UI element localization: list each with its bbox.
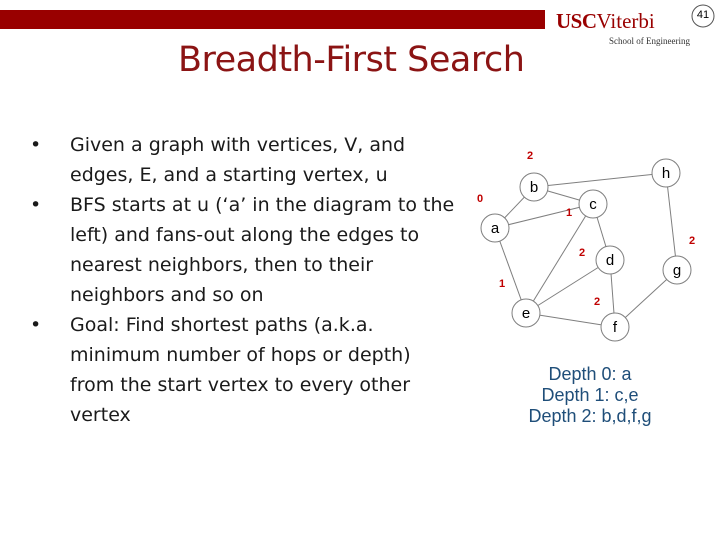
graph-node-label-g: g (672, 262, 682, 279)
depth-summary (500, 364, 680, 427)
graph-edge-h-g (666, 173, 677, 270)
graph-depth-label-d: 2 (578, 247, 586, 259)
graph-depth-label-b: 2 (526, 150, 534, 162)
graph-depth-label-e: 1 (498, 278, 506, 290)
depth-line-0: Depth 0: a (548, 364, 632, 384)
bullet-item (30, 310, 460, 430)
bullet-glyph: • (30, 194, 42, 216)
graph-node-label-d: d (605, 252, 615, 269)
header-bar (0, 10, 545, 29)
depth-line-2: Depth 2: b,d,f,g (528, 406, 652, 426)
slide-title: Breadth-First Search (178, 40, 525, 80)
bfs-graph-diagram (460, 140, 720, 350)
graph-edge-a-c (495, 204, 593, 228)
graph-depth-label-f: 2 (593, 296, 601, 308)
bullet-text: Given a graph with vertices, V, and edges, E, and a starting vertex, u (70, 134, 406, 186)
slide-number: 41 (696, 9, 710, 21)
graph-edge-b-h (534, 173, 666, 187)
logo-usc-text: USC (556, 9, 597, 33)
logo-viterbi-text: Viterbi (596, 9, 655, 33)
usc-viterbi-logo (556, 8, 690, 50)
graph-depth-label-g: 2 (688, 235, 696, 247)
bullet-item (30, 190, 460, 310)
graph-node-label-h: h (661, 165, 671, 182)
graph-depth-label-c: 1 (565, 207, 573, 219)
bullet-item (30, 130, 460, 190)
bullet-text: BFS starts at u (‘a’ in the diagram to the left) and fans-out along the edges to nearest neighbors, then to their neighbors and so on (70, 194, 455, 306)
graph-node-label-c: c (589, 196, 597, 213)
bullet-text: Goal: Find shortest paths (a.k.a. minimum number of hops or depth) from the start vertex to every other vertex (70, 314, 411, 426)
graph-node-label-f: f (612, 319, 618, 336)
depth-line-1: Depth 1: c,e (541, 385, 639, 405)
bullet-list (30, 130, 460, 430)
graph-node-label-b: b (529, 179, 539, 196)
logo-subtitle: School of Engineering (609, 36, 690, 46)
graph-depth-label-a: 0 (476, 193, 484, 205)
graph-node-label-a: a (490, 220, 500, 237)
bullet-glyph: • (30, 314, 42, 336)
bullet-glyph: • (30, 134, 42, 156)
graph-node-label-e: e (521, 305, 531, 322)
